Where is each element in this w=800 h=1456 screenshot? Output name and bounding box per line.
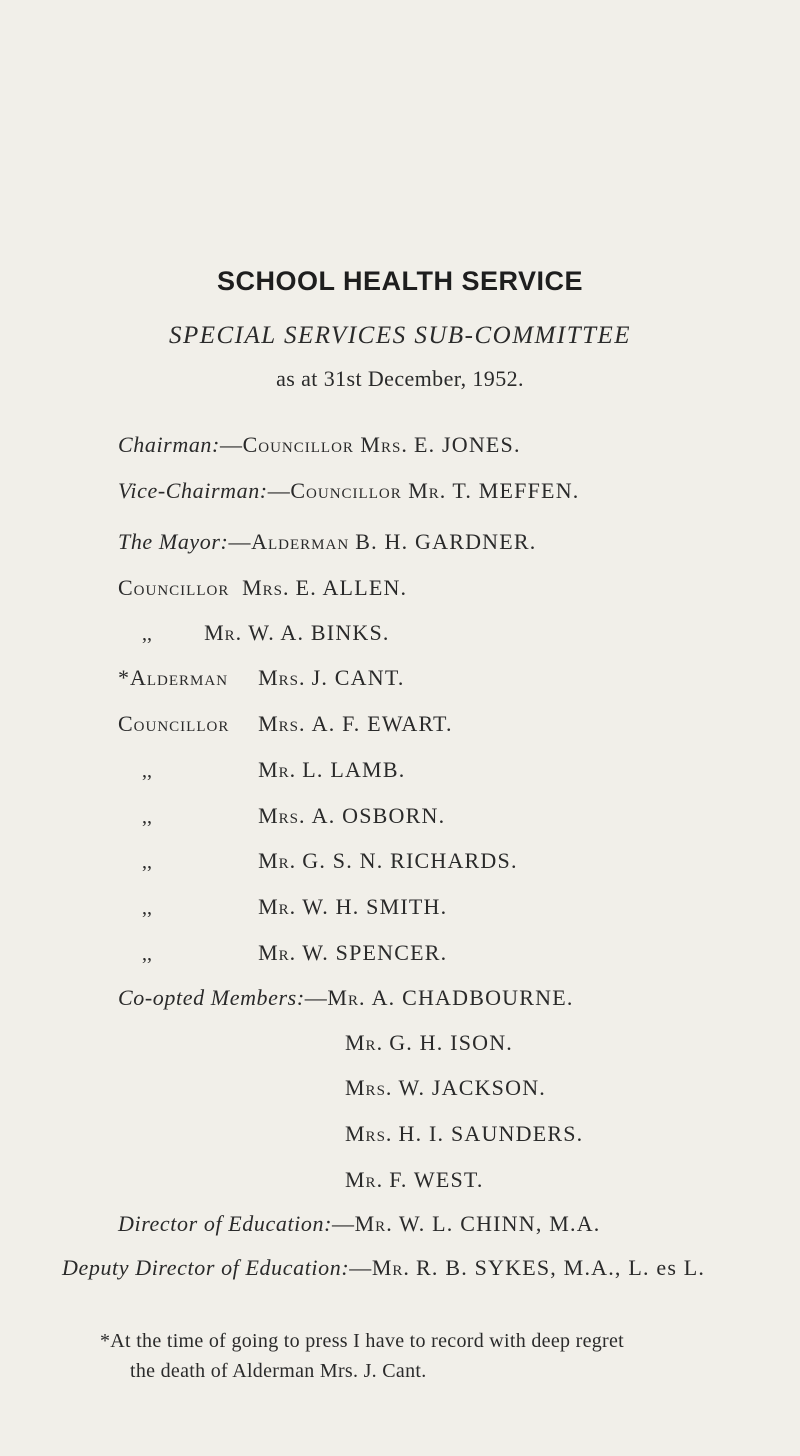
director-line <box>118 1211 601 1237</box>
deputy-director-title: Mr. <box>371 1255 410 1280</box>
member-title: Mr. <box>327 985 366 1010</box>
ditto-mark: ,, <box>142 851 152 873</box>
ditto-mark: ,, <box>142 806 152 828</box>
chairman-role: Chairman: <box>118 432 220 457</box>
member-name: W. H. SMITH. <box>302 894 448 919</box>
deputy-director-sep: — <box>349 1255 372 1280</box>
member-name: L. LAMB. <box>302 757 406 782</box>
deputy-director-name: R. B. SYKES, M.A., L. es L. <box>416 1255 706 1280</box>
member-row <box>118 803 445 829</box>
co-opted-member <box>345 1167 484 1193</box>
member-row <box>118 575 407 601</box>
member-name: F. WEST. <box>389 1167 484 1192</box>
member-title: Mr. <box>345 1167 384 1192</box>
chairman-name: E. JONES. <box>413 432 521 457</box>
mayor-role: The Mayor: <box>118 529 229 554</box>
member-name: A. CHADBOURNE. <box>371 985 574 1010</box>
co-opted-sep: — <box>304 985 328 1010</box>
vice-chairman-role: Vice-Chairman: <box>118 478 268 503</box>
vice-chairman-title: Councillor Mr. <box>290 478 447 503</box>
chairman-line <box>118 432 521 458</box>
chairman-sep: — <box>219 432 243 457</box>
vice-chairman-sep: — <box>267 478 291 503</box>
footnote <box>100 1326 800 1386</box>
member-title: Mr. <box>204 620 243 645</box>
member-name: W. JACKSON. <box>398 1075 546 1100</box>
member-title: Mrs. <box>258 711 306 736</box>
member-row <box>118 757 405 783</box>
chairman-title: Councillor Mrs. <box>242 432 408 457</box>
director-title: Mr. <box>354 1211 393 1236</box>
member-row <box>118 848 518 874</box>
member-title: Mr. <box>345 1030 384 1055</box>
footnote-line-1: *At the time of going to press I have to record with deep regret <box>100 1330 625 1352</box>
member-row <box>118 620 390 646</box>
co-opted-line <box>118 985 574 1011</box>
member-title: Mrs. <box>258 665 306 690</box>
director-name: W. L. CHINN, M.A. <box>398 1211 601 1236</box>
document-title: SCHOOL HEALTH SERVICE <box>216 266 584 296</box>
member-name: G. H. ISON. <box>389 1030 513 1055</box>
member-name: W. A. BINKS. <box>248 620 390 645</box>
member-title: Mrs. <box>345 1075 393 1100</box>
member-title: Mrs. <box>345 1121 393 1146</box>
member-name: H. I. SAUNDERS. <box>398 1121 584 1146</box>
vice-chairman-name: T. MEFFEN. <box>452 478 580 503</box>
mayor-name: B. H. GARDNER. <box>355 529 537 554</box>
member-row <box>118 940 447 966</box>
member-name: W. SPENCER. <box>302 940 448 965</box>
member-prefix: *Alderman <box>118 665 229 690</box>
member-name: G. S. N. RICHARDS. <box>302 848 518 873</box>
ditto-mark: ,, <box>142 897 152 919</box>
member-title: Mr. <box>258 848 297 873</box>
committee-name: SPECIAL SERVICES SUB-COMMITTEE <box>168 322 632 349</box>
member-row <box>118 711 453 737</box>
co-opted-member <box>345 1030 513 1056</box>
deputy-director-role: Deputy Director of Education: <box>62 1255 350 1280</box>
co-opted-label: Co-opted Members: <box>118 985 305 1010</box>
member-title: Mr. <box>258 894 297 919</box>
member-row <box>118 665 405 691</box>
ditto-mark: ,, <box>142 623 152 645</box>
member-prefix: Councillor <box>118 575 230 600</box>
as-at-date: as at 31st December, 1952. <box>276 366 524 391</box>
co-opted-member <box>345 1121 583 1147</box>
mayor-line <box>118 529 536 555</box>
member-name: A. F. EWART. <box>311 711 453 736</box>
director-sep: — <box>332 1211 355 1236</box>
co-opted-member <box>345 1075 546 1101</box>
member-row <box>118 894 447 920</box>
member-prefix: Councillor <box>118 711 230 736</box>
member-title: Mrs. <box>242 575 290 600</box>
vice-chairman-line <box>118 478 579 504</box>
ditto-mark: ,, <box>142 943 152 965</box>
footnote-line-2: the death of Alderman Mrs. J. Cant. <box>130 1360 427 1382</box>
ditto-mark: ,, <box>142 760 152 782</box>
mayor-sep: — <box>228 529 252 554</box>
member-title: Mrs. <box>258 803 306 828</box>
member-name: E. ALLEN. <box>295 575 408 600</box>
deputy-director-line <box>62 1255 705 1281</box>
mayor-title: Alderman <box>251 529 350 554</box>
member-name: A. OSBORN. <box>311 803 446 828</box>
member-title: Mr. <box>258 940 297 965</box>
member-title: Mr. <box>258 757 297 782</box>
director-role: Director of Education: <box>118 1211 333 1236</box>
member-name: J. CANT. <box>311 665 405 690</box>
